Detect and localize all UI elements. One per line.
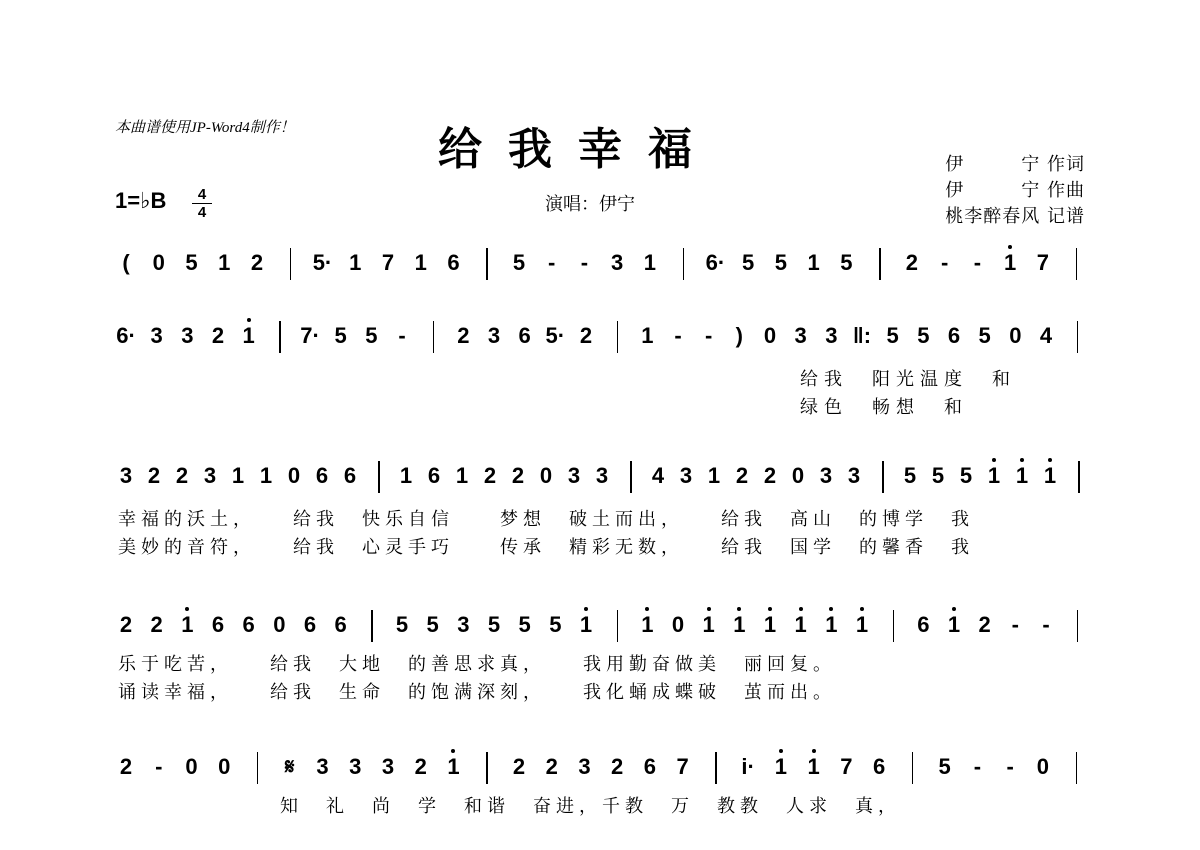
score-line-2: [0, 323, 1200, 418]
note: -: [155, 754, 163, 779]
barline: [617, 321, 619, 353]
high-octave-dot: [768, 607, 772, 611]
note: 3: [794, 323, 807, 348]
note: -: [548, 250, 556, 275]
note: 2: [211, 323, 225, 348]
barline: [433, 321, 435, 353]
note: 3: [381, 754, 395, 779]
note: 5: [903, 463, 917, 488]
note: 5: [742, 250, 755, 275]
note: 2: [250, 250, 264, 275]
note: 0: [539, 463, 553, 488]
barline: [683, 248, 685, 280]
note: 1: [349, 250, 362, 275]
high-octave-dot: [1008, 245, 1012, 249]
note: (: [122, 250, 130, 275]
note: 3: [487, 323, 501, 348]
note: -: [1042, 612, 1050, 637]
note: 1: [707, 463, 721, 488]
note: 5·: [312, 250, 333, 275]
barline: [257, 752, 259, 784]
note: 2: [414, 754, 427, 779]
barline: [371, 610, 373, 642]
note: 0: [185, 754, 198, 779]
high-octave-dot: [812, 749, 816, 753]
lyric-verse-2: 绿色 畅想 和: [800, 397, 968, 418]
time-signature: [192, 187, 212, 220]
note: 5: [917, 323, 930, 348]
barline: [893, 610, 895, 642]
note: 1: [1043, 463, 1057, 488]
software-watermark: 本曲谱使用JP-Word4制作！: [115, 120, 295, 136]
barline: [1077, 610, 1079, 642]
note: 1: [218, 250, 231, 275]
note: 2: [457, 323, 470, 348]
composer-credit: 伊 宁 作曲: [945, 180, 1085, 201]
barline: [617, 610, 619, 642]
note: 6: [873, 754, 886, 779]
score-line-3: [0, 463, 1200, 558]
note: 1: [763, 612, 777, 637]
note: 6: [427, 463, 441, 488]
note: 1: [855, 612, 869, 637]
note: 2: [150, 612, 163, 637]
note: 1: [641, 323, 654, 348]
note: 7: [676, 754, 689, 779]
note: 1: [807, 754, 820, 779]
note: 1: [987, 463, 1001, 488]
high-octave-dot: [737, 607, 741, 611]
note: 6: [334, 612, 347, 637]
note: 3: [567, 463, 581, 488]
note: 5: [395, 612, 409, 637]
barline: [879, 248, 881, 280]
note: 1: [399, 463, 413, 488]
barline: [715, 752, 717, 784]
note: 1: [414, 250, 427, 275]
note: 5: [185, 250, 198, 275]
key-signature: 1=♭B: [115, 188, 167, 213]
lyricist-credit: 伊 宁 作词: [945, 154, 1085, 175]
note: 2: [905, 250, 919, 275]
note: 2: [119, 612, 133, 637]
note: -: [973, 250, 982, 275]
high-octave-dot: [707, 607, 711, 611]
lyric-verse-2: 美妙的音符， 给我 心灵手巧 传承 精彩无数， 给我 国学 的馨香 我: [118, 537, 974, 558]
note: 1: [259, 463, 273, 488]
note: 6·: [116, 323, 136, 348]
note: 3: [203, 463, 217, 488]
note: 5: [840, 250, 853, 275]
note: 6: [447, 250, 460, 275]
note: 6: [643, 754, 657, 779]
high-octave-dot: [584, 607, 588, 611]
note: 5: [334, 323, 347, 348]
note: 6: [343, 463, 357, 488]
note: -: [940, 250, 949, 275]
note: 3: [349, 754, 362, 779]
barline: [1076, 752, 1078, 784]
note: 2: [511, 463, 525, 488]
note: 1: [1004, 250, 1017, 275]
note: 2: [611, 754, 624, 779]
note: 5: [512, 250, 526, 275]
time-signature-bottom: 4: [197, 204, 207, 221]
note: 5: [774, 250, 788, 275]
note: 6: [242, 612, 255, 637]
high-octave-dot: [952, 607, 956, 611]
note: 2: [763, 463, 777, 488]
note: 3: [611, 250, 624, 275]
note: 1: [825, 612, 838, 637]
high-octave-dot: [451, 749, 455, 753]
note: 0: [791, 463, 805, 488]
note: 1: [579, 612, 593, 637]
high-octave-dot: [799, 607, 803, 611]
note: 1: [231, 463, 245, 488]
note: 0: [763, 323, 777, 348]
note: 6: [211, 612, 225, 637]
note: 1: [1015, 463, 1029, 488]
barline: [486, 248, 488, 280]
note: 4: [651, 463, 665, 488]
barline: [486, 752, 488, 784]
lyric-verse-1: 乐于吃苦， 给我 大地 的善思求真， 我用勤奋做美 丽回复。: [118, 654, 836, 675]
note: 6: [917, 612, 930, 637]
note: 5: [931, 463, 945, 488]
note: 1: [455, 463, 469, 488]
note: 6: [303, 612, 317, 637]
barline: [1076, 248, 1078, 280]
note: 2: [545, 754, 558, 779]
note: -: [674, 323, 682, 348]
barline: [378, 461, 380, 493]
note: 5: [365, 323, 378, 348]
barline: [882, 461, 884, 493]
note: 0: [287, 463, 301, 488]
high-octave-dot: [1020, 458, 1024, 462]
note: 1: [447, 754, 460, 779]
lyric-verse-1: 幸福的沃土， 给我 快乐自信 梦想 破土而出， 给我 高山 的博学 我: [118, 509, 974, 530]
note: 0: [273, 612, 286, 637]
note: 2: [119, 754, 133, 779]
high-octave-dot: [185, 607, 189, 611]
high-octave-dot: [645, 607, 649, 611]
score-line-4: [0, 612, 1200, 703]
note: 6: [315, 463, 329, 488]
high-octave-dot: [860, 607, 864, 611]
lyric-verse-1: 给我 阳光温度 和: [800, 369, 1016, 390]
note: 0: [671, 612, 685, 637]
note: -: [704, 323, 713, 348]
high-octave-dot: [992, 458, 996, 462]
note: 1: [242, 323, 255, 348]
note: 1: [643, 250, 657, 275]
note: 3: [578, 754, 591, 779]
note: -: [1006, 754, 1014, 779]
note: 2: [147, 463, 161, 488]
note: 3: [457, 612, 470, 637]
barline: [1077, 321, 1079, 353]
lyric-verse-2: 诵读幸福， 给我 生命 的饱满深刻， 我化蛹成蝶破 茧而出。: [118, 682, 836, 703]
note: -: [973, 754, 982, 779]
time-signature-top: 4: [197, 186, 207, 203]
note: 5: [549, 612, 562, 637]
barline: [290, 248, 292, 280]
note: 1: [794, 612, 807, 637]
barline: [279, 321, 281, 353]
note: 6·: [705, 250, 726, 275]
barline: [630, 461, 632, 493]
note: -: [580, 250, 589, 275]
note: ‖:: [852, 323, 872, 348]
note: 1: [733, 612, 746, 637]
note: 5·: [545, 323, 566, 348]
note: 3: [825, 323, 838, 348]
note: 3: [595, 463, 609, 488]
note: 𝄋: [284, 754, 295, 779]
note: 5: [978, 323, 991, 348]
transcriber-credit: 桃李醉春风 记谱: [945, 206, 1085, 227]
singer-credit: 演唱：伊宁: [545, 194, 635, 215]
high-octave-dot: [779, 749, 783, 753]
note: 1: [774, 754, 788, 779]
note: 0: [1036, 754, 1049, 779]
note: 3: [819, 463, 833, 488]
note: 0: [1009, 323, 1022, 348]
note: 2: [175, 463, 189, 488]
song-title: 给我幸福: [438, 124, 718, 175]
high-octave-dot: [1048, 458, 1052, 462]
note: 1: [641, 612, 654, 637]
note: 2: [735, 463, 749, 488]
note: 7·: [300, 323, 320, 348]
note: ): [735, 323, 743, 348]
lyric-verse-1: 知 礼 尚 学 和谐 奋进，千教 万 教教 人求 真，: [280, 796, 901, 817]
note: 1: [807, 250, 820, 275]
note: 6: [947, 323, 961, 348]
note: 7: [840, 754, 853, 779]
note: 3: [181, 323, 194, 348]
note: 3: [119, 463, 133, 488]
high-octave-dot: [247, 318, 251, 322]
note: 1: [702, 612, 715, 637]
note: 0: [152, 250, 165, 275]
note: 2: [978, 612, 991, 637]
barline: [912, 752, 914, 784]
note: 1: [181, 612, 194, 637]
note: 1: [947, 612, 961, 637]
note: 3: [679, 463, 693, 488]
note: 2: [512, 754, 526, 779]
note: 5: [487, 612, 501, 637]
note: 2: [579, 323, 593, 348]
note: 2: [483, 463, 497, 488]
note: 3: [316, 754, 329, 779]
note: 5: [959, 463, 973, 488]
score-line-1: [0, 252, 1200, 292]
note: 0: [218, 754, 231, 779]
note: 5: [426, 612, 439, 637]
high-octave-dot: [829, 607, 833, 611]
note: i·: [741, 754, 755, 779]
note: -: [1011, 612, 1019, 637]
score-line-5: [0, 754, 1200, 817]
note: 3: [847, 463, 861, 488]
note: 5: [518, 612, 531, 637]
note: 7: [1036, 250, 1049, 275]
note: 5: [938, 754, 951, 779]
note: -: [398, 323, 406, 348]
note: 5: [886, 323, 899, 348]
note: 4: [1039, 323, 1053, 348]
barline: [1078, 461, 1080, 493]
note: 3: [150, 323, 163, 348]
note: 7: [381, 250, 395, 275]
note: 6: [518, 323, 531, 348]
